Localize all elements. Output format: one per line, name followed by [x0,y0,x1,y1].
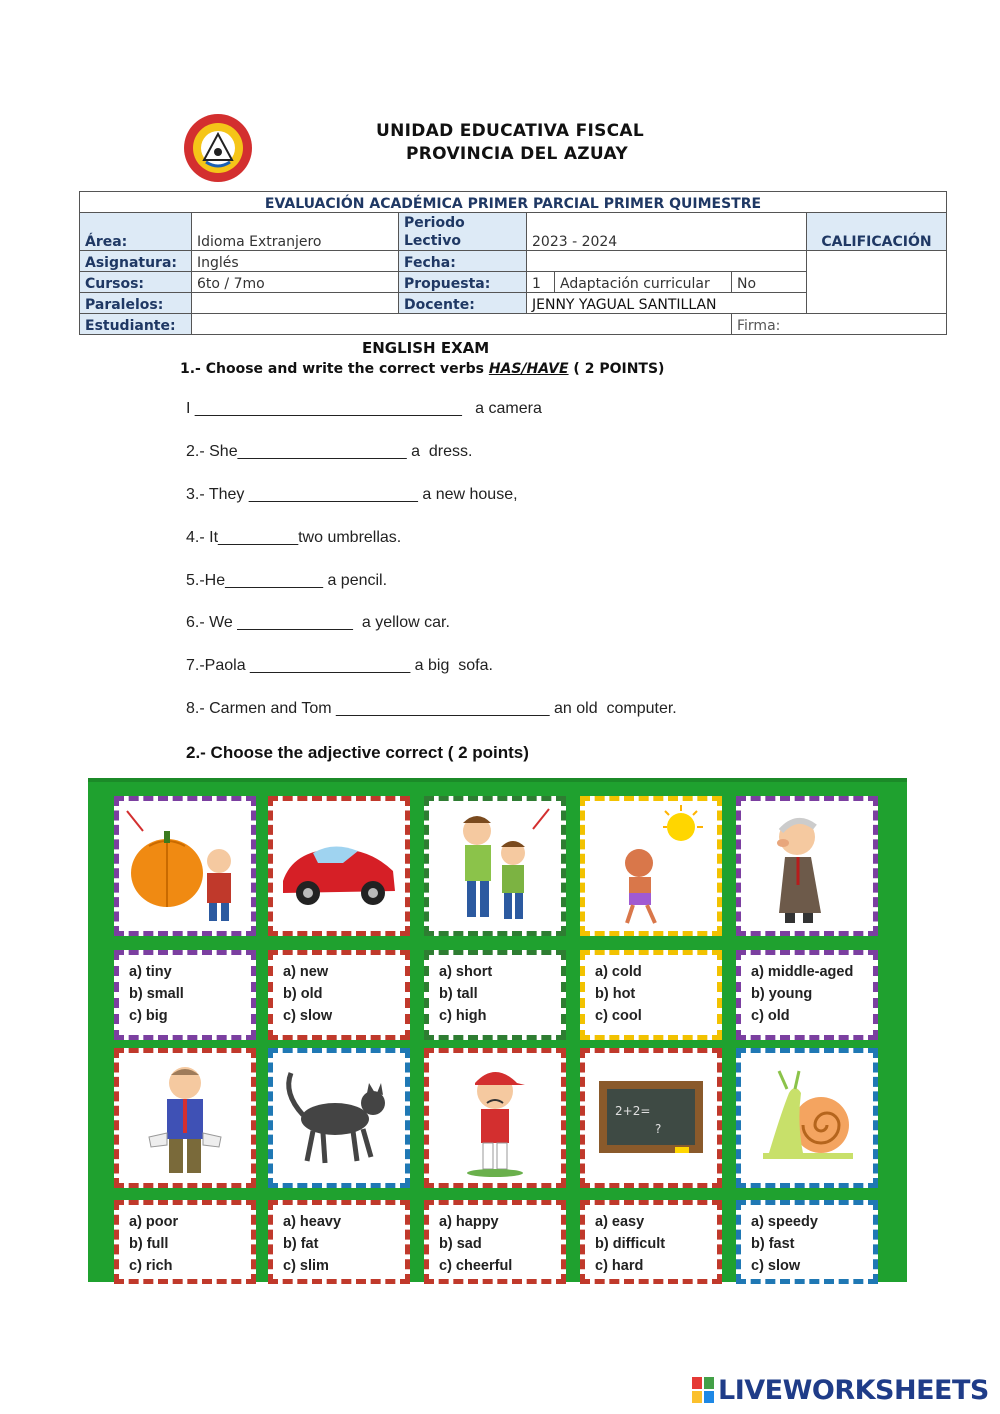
options-card-2 [268,950,410,1040]
option-fast[interactable]: b) fast [751,1236,795,1252]
periodo-label [399,213,527,251]
option-old-age[interactable]: c) old [751,1008,790,1024]
option-slow-snail[interactable]: c) slow [751,1258,801,1274]
propuesta-value: 1 [527,272,555,293]
sentence-6[interactable]: 6.- We _____________ a yellow car. [186,614,450,631]
fecha-label: Fecha: [399,251,527,272]
question-1-prefix: 1.- Choose and write the correct verbs [180,361,489,377]
picture-old-man [736,796,878,936]
option-big[interactable]: c) big [129,1008,168,1024]
option-heavy[interactable]: a) heavy [283,1214,342,1230]
estudiante-field[interactable] [192,314,732,335]
school-logo [182,110,254,186]
option-small[interactable]: b) small [129,986,184,1002]
liveworksheets-icon [692,1377,714,1403]
option-full[interactable]: b) full [129,1236,169,1252]
picture-hot-sun [580,796,722,936]
adjective-board [88,778,907,1282]
firma-label: Firma: [732,314,947,335]
question-1-suffix: ( 2 POINTS) [568,361,665,377]
option-new[interactable]: a) new [283,964,329,980]
periodo-label-line2: Lectivo [404,233,461,249]
sentence-7[interactable]: 7.-Paola __________________ a big sofa. [186,657,493,674]
propuesta-label: Propuesta: [399,272,527,293]
options-card-9 [580,1200,722,1284]
option-old[interactable]: b) old [283,986,323,1002]
picture-pumpkin [114,796,256,936]
evaluation-title: EVALUACIÓN ACADÉMICA PRIMER PARCIAL PRIMER QUIMESTRE [80,192,947,213]
option-happy[interactable]: a) happy [439,1214,499,1230]
option-tall[interactable]: b) tall [439,986,478,1002]
option-short[interactable]: a) short [439,964,493,980]
cursos-label: Cursos: [80,272,192,293]
area-label: Área: [80,213,192,251]
option-rich[interactable]: c) rich [129,1258,173,1274]
options-card-10 [736,1200,878,1284]
sentence-8[interactable]: 8.- Carmen and Tom ________________________ an old computer. [186,700,677,717]
option-fat[interactable]: b) fat [283,1236,319,1252]
cursos-value: 6to / 7mo [192,272,399,293]
options-card-3 [424,950,566,1040]
docente-value: JENNY YAGUAL SANTILLAN [527,293,807,314]
paralelos-field[interactable] [192,293,399,314]
picture-sad-boy [424,1048,566,1188]
adaptacion-label: Adaptación curricular [555,272,732,293]
docente-label: Docente: [399,293,527,314]
adaptacion-value: No [732,272,807,293]
option-hard[interactable]: c) hard [595,1258,644,1274]
picture-red-car [268,796,410,936]
liveworksheets-wordmark: LIVEWORKSHEETS [718,1374,989,1406]
school-name-line1: UNIDAD EDUCATIVA FISCAL [375,121,645,141]
sentence-1[interactable]: I ______________________________ a camera [186,400,542,417]
option-cold[interactable]: a) cold [595,964,642,980]
option-poor[interactable]: a) poor [129,1214,179,1230]
option-speedy[interactable]: a) speedy [751,1214,818,1230]
options-card-4 [580,950,722,1040]
options-card-5 [736,950,878,1040]
option-tiny[interactable]: a) tiny [129,964,172,980]
question-1-verbs: HAS/HAVE [488,361,569,377]
option-slow[interactable]: c) slow [283,1008,333,1024]
area-value: Idioma Extranjero [192,213,399,251]
evaluation-info-table [79,191,947,335]
sentence-2[interactable]: 2.- She___________________ a dress. [186,443,473,460]
school-name-line2: PROVINCIA DEL AZUAY [406,144,628,164]
sentence-4[interactable]: 4.- It_________two umbrellas. [186,529,402,546]
periodo-label-line1: Periodo [404,215,465,231]
asignatura-value: Inglés [192,251,399,272]
options-card-6 [114,1200,256,1284]
paralelos-label: Paralelos: [80,293,192,314]
option-cool[interactable]: c) cool [595,1008,642,1024]
estudiante-label: Estudiante: [80,314,192,335]
option-slim[interactable]: c) slim [283,1258,329,1274]
svg-text:?: ? [655,1122,662,1136]
options-card-1 [114,950,256,1040]
asignatura-label: Asignatura: [80,251,192,272]
options-card-7 [268,1200,410,1284]
picture-two-boys [424,796,566,936]
option-high[interactable]: c) high [439,1008,487,1024]
question-2-heading: 2.- Choose the adjective correct ( 2 points) [186,743,529,762]
exam-title: ENGLISH EXAM [362,339,490,357]
picture-blackboard [580,1048,722,1188]
fecha-field[interactable] [527,251,807,272]
option-young[interactable]: b) young [751,986,813,1002]
option-easy[interactable]: a) easy [595,1214,645,1230]
sentence-3[interactable]: 3.- They ___________________ a new house, [186,486,518,503]
school-name [330,120,690,166]
option-difficult[interactable]: b) difficult [595,1236,666,1252]
option-sad[interactable]: b) sad [439,1236,482,1252]
option-cheerful[interactable]: c) cheerful [439,1258,513,1274]
periodo-value: 2023 - 2024 [527,213,807,251]
calificacion-label: CALIFICACIÓN [807,213,947,251]
picture-poor-man [114,1048,256,1188]
calificacion-field[interactable] [807,251,947,314]
picture-cat [268,1048,410,1188]
picture-snail [736,1048,878,1188]
svg-text:2+2=: 2+2= [615,1104,651,1118]
liveworksheets-brand [692,1374,989,1406]
question-1-heading [180,361,664,377]
options-card-8 [424,1200,566,1284]
sentence-5[interactable]: 5.-He___________ a pencil. [186,572,388,589]
option-middle-aged[interactable]: a) middle-aged [751,964,854,980]
option-hot[interactable]: b) hot [595,986,636,1002]
